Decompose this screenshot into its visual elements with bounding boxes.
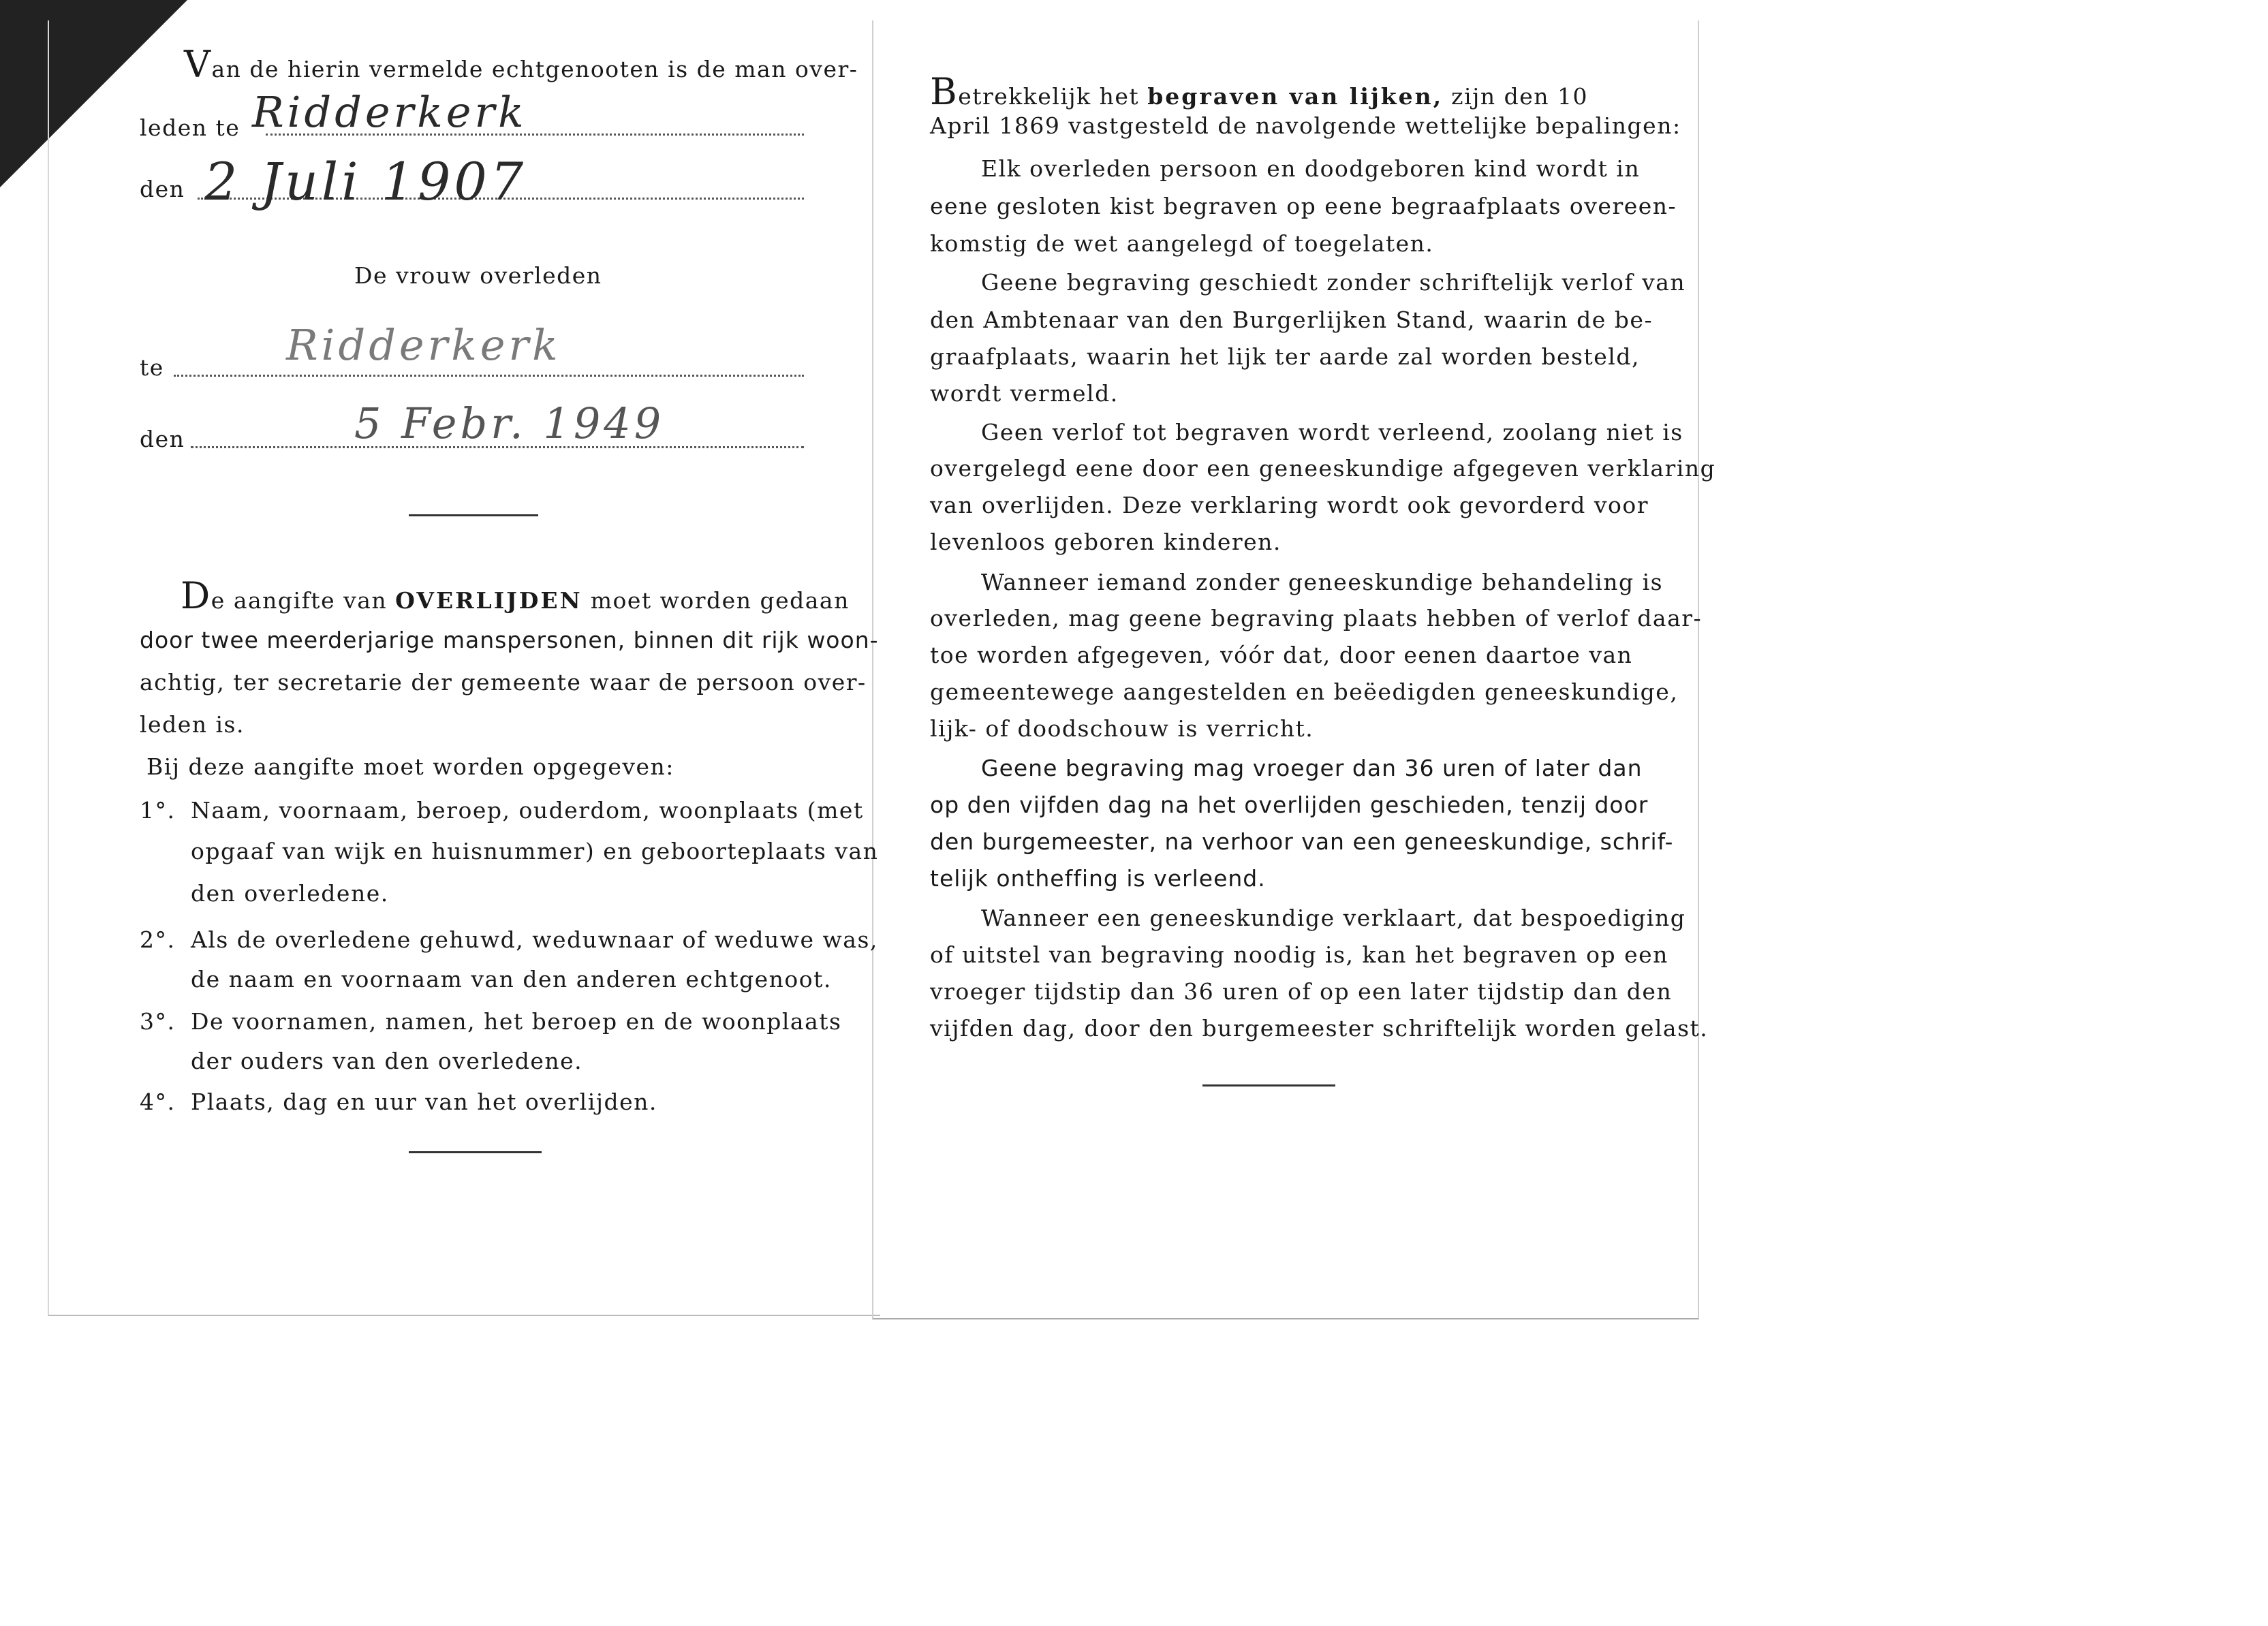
left-divider-1: [409, 514, 538, 516]
item-2-line-1: Als de overledene gehuwd, weduwnaar of weduwe was,: [191, 926, 878, 953]
right-dropcap: B: [930, 70, 959, 113]
wife-date-handwriting: 5 Febr. 1949: [354, 398, 665, 448]
p4-line-5: lijk- of doodschouw is verricht.: [930, 715, 1314, 742]
aangifte-line-3: achtig, ter secretarie der gemeente waar de persoon over-: [140, 669, 867, 695]
right-intro-pre: etrekkelijk het: [958, 83, 1140, 110]
item-1-line-3: den overledene.: [191, 880, 389, 907]
p2-line-2: den Ambtenaar van den Burgerlijken Stand, waarin de be-: [930, 307, 1653, 333]
p3-line-1: Geen verlof tot begraven wordt verleend, zoolang niet is: [981, 419, 1683, 445]
intro-dropcap: V: [184, 43, 212, 86]
aangifte-line-4: leden is.: [140, 711, 245, 738]
item-2-number: 2°.: [140, 926, 176, 953]
p3-line-3: van overlijden. Deze verklaring wordt ook gevorderd voor: [930, 492, 1649, 518]
aangifte-line-5: Bij deze aangifte moet worden opgegeven:: [146, 753, 674, 780]
p5-line-2: op den vijfden dag na het overlijden geschieden, tenzij door: [930, 792, 1649, 818]
p4-line-1: Wanneer iemand zonder geneeskundige behandeling is: [981, 569, 1664, 595]
aangifte-line-1: [181, 574, 850, 617]
right-intro-post: zijn den 10: [1451, 83, 1588, 110]
p3-line-4: levenloos geboren kinderen.: [930, 529, 1281, 555]
item-4-line-1: Plaats, dag en uur van het overlijden.: [191, 1089, 657, 1115]
item-2-line-2: de naam en voornaam van den anderen echtgenoot.: [191, 966, 832, 992]
intro-rest: an de hierin vermelde echtgenooten is de man over-: [211, 56, 858, 82]
p4-line-2: overleden, mag geene begraving plaats hebben of verlof daar-: [930, 605, 1703, 631]
right-divider: [1202, 1084, 1335, 1086]
p5-line-4: telijk ontheffing is verleend.: [930, 865, 1266, 892]
aangifte-line-1-pre: e aangifte van: [211, 587, 388, 614]
p5-line-1: Geene begraving mag vroeger dan 36 uren of later dan: [981, 755, 1643, 781]
p6-line-1: Wanneer een geneeskundige verklaart, dat bespoediging: [981, 905, 1686, 931]
p6-line-3: vroeger tijdstip dan 36 uren of op een later tijdstip dan den: [930, 978, 1673, 1005]
item-4-number: 4°.: [140, 1089, 176, 1115]
p4-line-3: toe worden afgegeven, vóór dat, door eenen daartoe van: [930, 642, 1633, 668]
item-1-line-2: opgaaf van wijk en huisnummer) en geboorteplaats van: [191, 838, 879, 864]
aangifte-bold-keyword: OVERLIJDEN: [395, 587, 582, 614]
intro-line-3-label: den: [140, 176, 185, 202]
p1-line-3: komstig de wet aangelegd of toegelaten.: [930, 230, 1434, 257]
left-divider-2: [409, 1151, 542, 1153]
p2-line-3: graafplaats, waarin het lijk ter aarde zal worden besteld,: [930, 343, 1640, 370]
p1-line-2: eene gesloten kist begraven op eene begraafplaats overeen-: [930, 193, 1677, 219]
aangifte-line-1-post: moet worden gedaan: [590, 587, 850, 614]
intro-line-2-label: leden te: [140, 114, 240, 141]
wife-place-handwriting: Ridderkerk: [286, 320, 561, 370]
aangifte-dropcap: D: [181, 574, 211, 617]
left-page: [48, 20, 880, 1316]
p5-line-3: den burgemeester, na verhoor van een geneeskundige, schrif-: [930, 828, 1674, 855]
item-3-number: 3°.: [140, 1008, 176, 1035]
wife-te-label: te: [140, 354, 164, 381]
husband-place-handwriting: Ridderkerk: [252, 87, 527, 137]
p4-line-4: gemeentewege aangestelden en beëedigden geneeskundige,: [930, 678, 1679, 705]
right-intro-line-2: April 1869 vastgesteld de navolgende wettelijke bepalingen:: [930, 112, 1681, 139]
p3-line-2: overgelegd eene door een geneeskundige afgegeven verklaring: [930, 455, 1716, 482]
intro-text: [184, 43, 858, 86]
p6-line-2: of uitstel van begraving noodig is, kan het begraven op een: [930, 941, 1668, 968]
p1-line-1: Elk overleden persoon en doodgeboren kind wordt in: [981, 155, 1641, 182]
item-1-line-1: Naam, voornaam, beroep, ouderdom, woonplaats (met: [191, 797, 864, 824]
item-3-line-2: der ouders van den overledene.: [191, 1048, 583, 1074]
item-1-number: 1°.: [140, 797, 176, 824]
wife-place-line: [174, 375, 804, 377]
p6-line-4: vijfden dag, door den burgemeester schriftelijk worden gelast.: [930, 1015, 1709, 1042]
p2-line-1: Geene begraving geschiedt zonder schriftelijk verlof van: [981, 269, 1686, 296]
item-3-line-1: De voornamen, namen, het beroep en de woonplaats: [191, 1008, 842, 1035]
husband-date-handwriting: 2 Juli 1907: [204, 151, 527, 212]
aangifte-line-2: door twee meerderjarige manspersonen, binnen dit rijk woon-: [140, 627, 879, 653]
right-intro-bold: begraven van lijken,: [1147, 83, 1444, 110]
p2-line-4: wordt vermeld.: [930, 380, 1119, 407]
right-intro-line-1: [930, 70, 1588, 113]
wife-heading: De vrouw overleden: [354, 262, 602, 289]
wife-den-label: den: [140, 426, 185, 452]
intro-line-1: [184, 43, 858, 86]
